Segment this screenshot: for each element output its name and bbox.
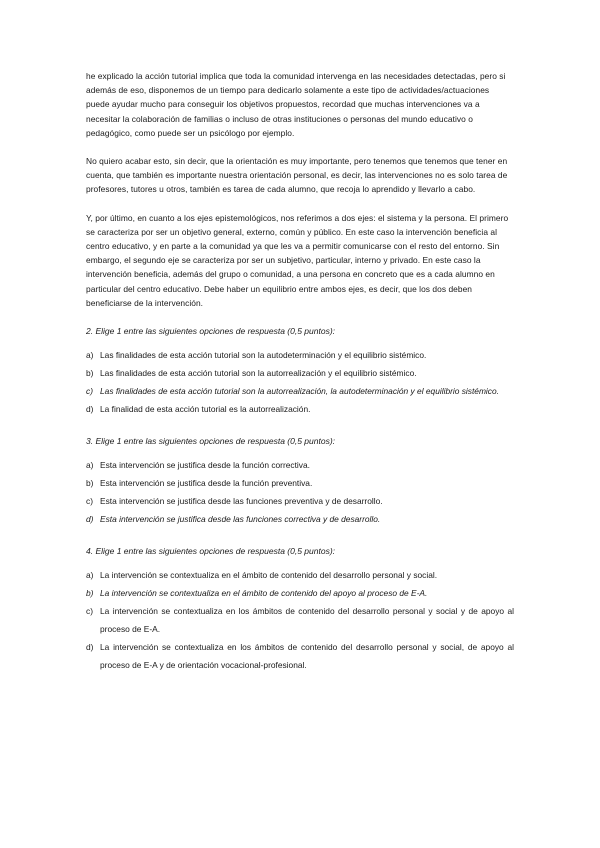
- answer-option: [86, 364, 514, 382]
- option-letter: b): [86, 588, 94, 599]
- paragraph: Y, por último, en cuanto a los ejes epistemológicos, nos referimos a dos ejes: el sistema y la persona. El primero se caracteriza por ser un objetivo general, externo, común y público. En este caso la intervención beneficia al centro educativo, y en parte a la comunidad ya que les va a permitir comunicarse con el resto del entorno. Sin embargo, el segundo eje se caracteriza por ser un subjetivo, particular, interno y privado. En este caso la intervención beneficia, además del grupo o comunidad, a una persona en concreto que es a cada alumno en particular del centro educativo. Debe haber un equilibrio entre ambos ejes, es decir, que los dos deben beneficiarse de la intervención.: [86, 212, 509, 308]
- option-list: [86, 456, 514, 528]
- option-list: [86, 566, 514, 674]
- paragraph: No quiero acabar esto, sin decir, que la orientación es muy importante, pero tenemos que tenemos que tener en cuenta, que también es importante nuestra orientación personal, es decir, las intervenciones no es solo tarea de profesores, tutores u otros, también es tarea de cada alumno, que recoja lo aprendido y llevarlo a cabo.: [86, 156, 508, 195]
- option-text: Las finalidades de esta acción tutorial son la autorrealización, la autodeterminación y el equilibrio sistémico.: [100, 386, 499, 397]
- option-text: Esta intervención se justifica desde las funciones correctiva y de desarrollo.: [100, 514, 381, 525]
- option-text: Esta intervención se justifica desde las funciones preventiva y de desarrollo.: [100, 496, 383, 507]
- option-letter: c): [86, 496, 93, 507]
- question-prompt: 4. Elige 1 entre las siguientes opciones de respuesta (0,5 puntos):: [86, 546, 336, 557]
- option-text: Esta intervención se justifica desde la función preventiva.: [100, 478, 313, 489]
- question-block: [86, 544, 514, 674]
- option-text: Esta intervención se justifica desde la función correctiva.: [100, 460, 310, 471]
- option-text: La intervención se contextualiza en el ámbito de contenido del apoyo al proceso de E-A.: [100, 588, 428, 599]
- option-letter: a): [86, 460, 94, 471]
- answer-option-selected: [86, 382, 514, 400]
- question-block: [86, 434, 514, 528]
- option-letter: d): [86, 514, 94, 525]
- question-prompt: 2. Elige 1 entre las siguientes opciones de respuesta (0,5 puntos):: [86, 326, 336, 337]
- answer-option: [86, 566, 514, 584]
- question-block: [86, 324, 514, 418]
- option-letter: a): [86, 570, 94, 581]
- answer-option: [86, 474, 514, 492]
- answer-option-selected: [86, 584, 514, 602]
- answer-option-selected: [86, 510, 514, 528]
- answer-option: [86, 492, 514, 510]
- option-letter: a): [86, 350, 94, 361]
- answer-option: [86, 602, 514, 638]
- option-text: La intervención se contextualiza en los ámbitos de contenido del desarrollo personal y social y de apoyo al proceso de E-A.: [100, 606, 514, 635]
- document-body: [86, 69, 514, 690]
- option-letter: c): [86, 386, 93, 397]
- option-letter: d): [86, 404, 94, 415]
- option-text: Las finalidades de esta acción tutorial son la autorrealización y el equilibrio sistémico.: [100, 368, 417, 379]
- option-text: La intervención se contextualiza en los ámbitos de contenido del desarrollo personal y social, de apoyo al proceso de E-A y de orientación vocacional-profesional.: [100, 642, 514, 671]
- option-text: La finalidad de esta acción tutorial es la autorrealización.: [100, 404, 311, 415]
- paragraph: he explicado la acción tutorial implica que toda la comunidad intervenga en las necesidades detectadas, pero si además de eso, disponemos de un tiempo para dedicarlo solamente a este tipo de actividades/actuaciones puede ayudar mucho para conseguir los objetivos propuestos, recordad que muchas intervenciones va a necesitar la colaboración de familias o incluso de otras instituciones o personas del mundo educativo o pedagógico, como puede ser un psicólogo por ejemplo.: [86, 71, 506, 138]
- answer-option: [86, 638, 514, 674]
- option-letter: b): [86, 368, 94, 379]
- option-letter: b): [86, 478, 94, 489]
- answer-option: [86, 400, 514, 418]
- answer-option: [86, 346, 514, 364]
- option-text: La intervención se contextualiza en el ámbito de contenido del desarrollo personal y social.: [100, 570, 438, 581]
- option-letter: d): [86, 642, 94, 653]
- option-letter: c): [86, 606, 93, 617]
- answer-option: [86, 456, 514, 474]
- option-list: [86, 346, 514, 418]
- question-prompt: 3. Elige 1 entre las siguientes opciones de respuesta (0,5 puntos):: [86, 436, 336, 447]
- option-text: Las finalidades de esta acción tutorial son la autodeterminación y el equilibrio sistémico.: [100, 350, 427, 361]
